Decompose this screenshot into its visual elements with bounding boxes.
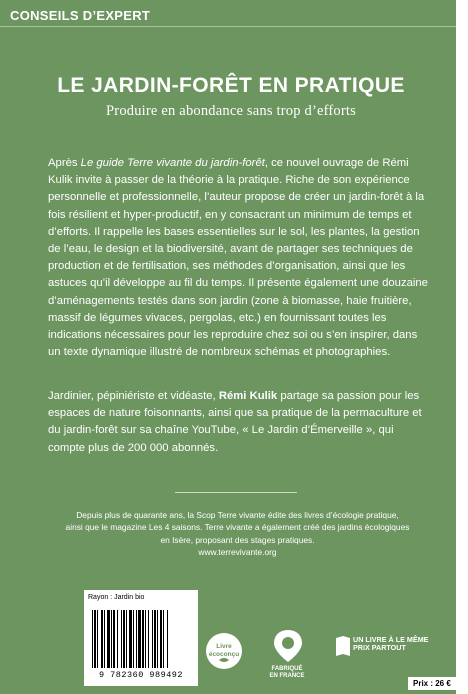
- barcode-bar: [101, 610, 103, 668]
- barcode-bar: [94, 610, 96, 668]
- barcode-bar: [138, 610, 141, 668]
- unlivre-text: UN LIVRE À LE MÊME PRIX PARTOUT: [353, 635, 429, 652]
- barcode-bar: [133, 610, 134, 668]
- fabrique-line-1: FABRIQUÉ: [271, 666, 303, 672]
- barcode-bar: [167, 610, 168, 668]
- series-rule: [0, 26, 462, 27]
- barcode-bar: [148, 610, 149, 668]
- fabrique-text: [262, 666, 312, 680]
- barcode-bar: [136, 610, 137, 668]
- isbn-digits: 9 782360 989492: [98, 670, 183, 680]
- book-title: LE JARDIN-FORÊT EN PRATIQUE: [57, 74, 405, 97]
- author-name: Rémi Kulik: [218, 390, 278, 402]
- barcode-bar: [129, 610, 132, 668]
- barcode-bar: [163, 610, 164, 668]
- p2-text-a: Jardinier, pépiniériste et vidéaste,: [48, 390, 219, 402]
- about-line-2: ainsi que le magazine Les 4 saisons. Terre vivante a également créé des jardins écologiques: [65, 522, 410, 533]
- barcode-bar: [92, 610, 93, 668]
- barcode-bar: [145, 610, 146, 668]
- svg-text:écoconçu: écoconçu: [208, 651, 240, 658]
- barcode-bar: [117, 610, 118, 668]
- section-divider: [175, 492, 297, 493]
- ecoconcu-logo-icon: [204, 631, 244, 671]
- svg-text:Livre: Livre: [216, 643, 232, 650]
- previous-book-title: Le guide Terre vivante du jardin-forêt: [80, 157, 265, 169]
- barcode-bar: [142, 610, 144, 668]
- barcode-bar: [113, 610, 115, 668]
- about-line-1: Depuis plus de quarante ans, la Scop Terre vivante édite des livres d’écologie pratique,: [76, 510, 399, 520]
- p2-text-b: partage sa passion pour les espaces de nature foisonnants, ainsi que sa pratique de la permaculture et du jardin-forêt sur sa chaîne YouTube, « Le Jardin d’Émerveille », qui compte plus de 200 000 abonnés.: [48, 390, 422, 454]
- description-paragraph: [48, 155, 431, 361]
- isbn-barcode: [88, 610, 194, 668]
- p1-text-b: , ce nouvel ouvrage de Rémi Kulik invite à passer de la théorie à la pratique. Riche de son expérience personnelle et professionnelle, l’auteur propose de créer un jardin-forêt à la fois résilient et hyper-productif, en y consacrant un minimum de temps et d’efforts. Il rappelle les bases essentielles sur le sol, les plantes, la gestion de l’eau, le design et la biodiversité, avant de partager ses techniques de production et de fertilisation, ses méthodes d’organisation, ainsi que les astuces qu’il développe au fil du temps. Il présente également une douzaine d’aménagements testés dans son jardin (zone à biomasse, haie fruitière, massif de légumes vivaces, pergolas, etc.) en fournissant toutes les indications nécessaires pour les reproduire chez soi ou s’en inspirer, dans un texte dynamique illustré de nombreux schémas et photographies.: [48, 157, 428, 359]
- barcode-bar: [154, 610, 156, 668]
- barcode-bar: [107, 610, 110, 668]
- barcode-bar: [126, 610, 127, 668]
- about-line-3: en Isère, proposant des stages pratiques.: [160, 534, 315, 545]
- barcode-bar: [160, 610, 162, 668]
- author-paragraph: [48, 388, 431, 457]
- p1-text-a: Après: [48, 157, 81, 169]
- barcode-bar: [121, 610, 122, 668]
- book-subtitle: Produire en abondance sans trop d’efforts: [106, 103, 356, 119]
- edge-strip: [456, 0, 462, 694]
- barcode-bar: [97, 610, 98, 668]
- barcode-bar: [104, 610, 105, 668]
- barcode-bar: [111, 610, 112, 668]
- barcode-bar: [152, 610, 153, 668]
- fabrique-line-2: EN FRANCE: [269, 673, 305, 679]
- barcode-bar: [157, 610, 158, 668]
- series-label: CONSEILS D’EXPERT: [10, 8, 151, 23]
- barcode-bar: [123, 610, 125, 668]
- price-tag: Prix : 26 €: [408, 677, 456, 690]
- rayon-label: Rayon : Jardin bio: [88, 594, 145, 601]
- barcode-panel: [84, 590, 198, 686]
- publisher-about: [40, 509, 435, 559]
- publisher-url[interactable]: www.terrevivante.org: [198, 547, 277, 558]
